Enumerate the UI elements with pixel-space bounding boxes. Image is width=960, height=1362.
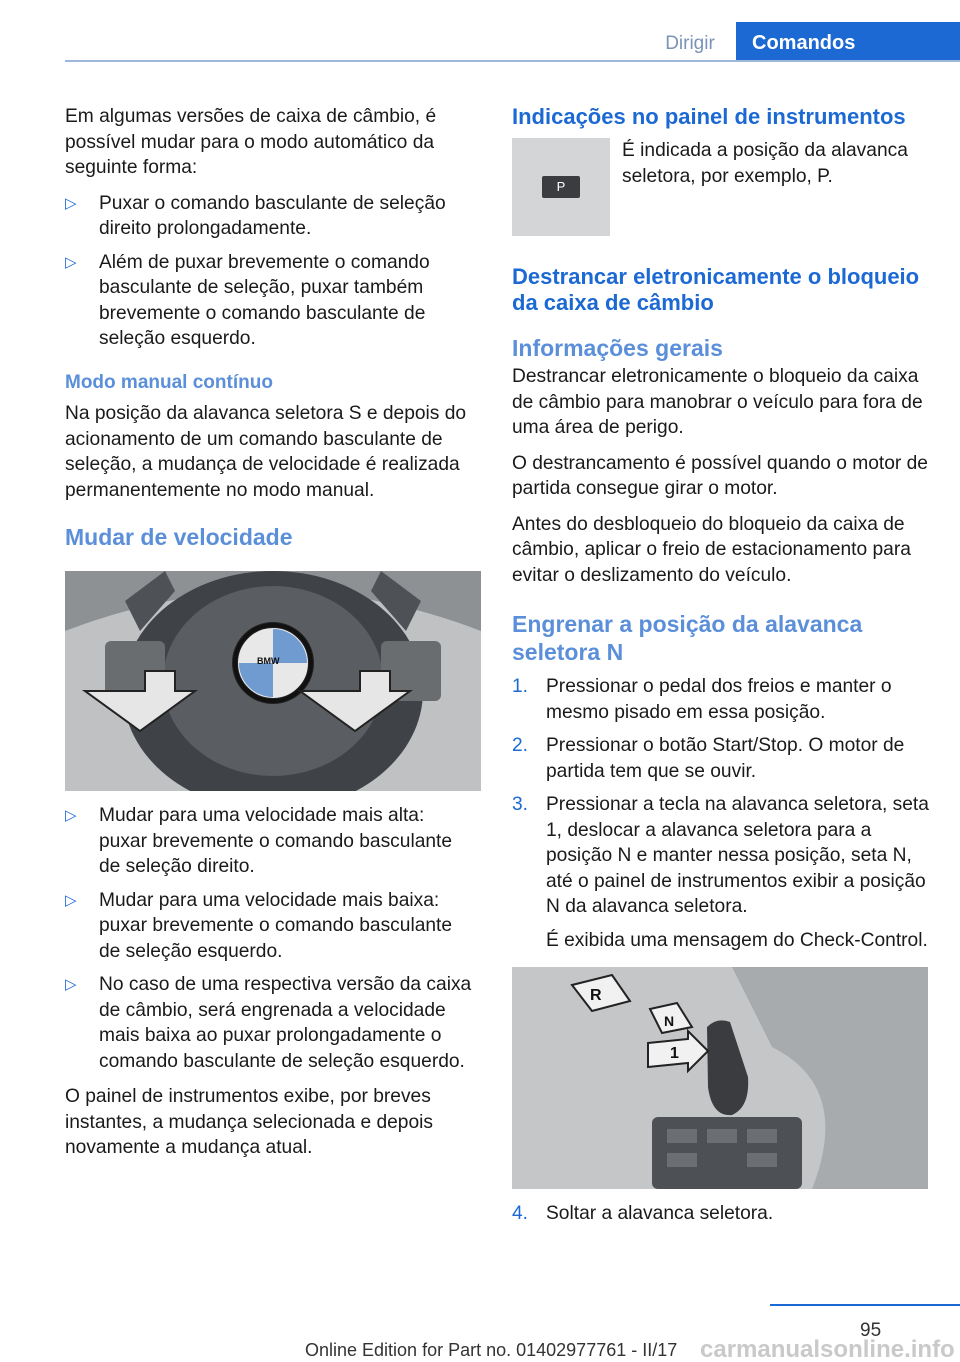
edition-footer: Online Edition for Part no. 01402977761 - II/17 [305,1340,678,1360]
steps-list [512,674,930,953]
list-item: ▷ Além de puxar brevemente o comando basculante de seleção, puxar também brevemente o comando basculante de seleção esquerdo. [65,251,430,349]
right-column [512,104,930,1235]
triangle-bullet-icon: ▷ [65,807,77,824]
general-paragraph: Antes do desbloqueio do bloqueio da caixa de câmbio, aplicar o freio de estacionamento para evitar o deslizamento do veículo. [512,513,911,586]
list-item: 2. Pressionar o botão Start/Stop. O motor de partida tem que se ouvir. [512,735,905,782]
general-paragraph: O destrancamento é possível quando o motor de partida consegue girar o motor. [512,452,928,499]
closing-paragraph: O painel de instrumentos exibe, por breves instantes, a mudança selecionada e depois novamente a mudança atual. [65,1086,434,1158]
intro-paragraph: Em algumas versões de caixa de câmbio, é possível mudar para o modo automático da seguinte forma: [65,106,437,178]
triangle-bullet-icon: ▷ [65,194,77,212]
page-number: 95 [860,1320,882,1341]
shift-heading: Mudar de velocidade [65,524,293,550]
section-label: Dirigir [665,33,715,54]
list-item: 1. Pressionar o pedal dos freios e manter o mesmo pisado em essa posição. [512,676,892,723]
bmw-logo-text: BMW [257,656,280,666]
gear-p-label: P [556,179,566,194]
manual-mode-paragraph: Na posição da alavanca seletora S e depois do acionamento de um comando basculante de seleção, a mudança de velocidade é realizada permanentemente no modo manual. [65,403,467,501]
general-paragraph: Destrancar eletronicamente o bloqueio da caixa de câmbio para manobrar o veículo para fora de uma área de perigo. [512,366,923,438]
chapter-tab: Comandos [736,22,960,62]
gear-label-1: 1 [670,1045,679,1062]
footer-rule [770,1304,960,1306]
list-item: 3. Pressionar a tecla na alavanca seletora, seta 1, deslocar a alavanca seletora para a posição N e manter nessa posição, seta N, até o painel de instrumentos exibir a posição N da alavanca seletora. É exibida uma mensagem do Check-Control. [512,792,930,953]
gear-label-r: R [590,987,602,1004]
unlock-heading: Destrancar eletronicamente o bloqueio da caixa de câmbio [512,264,920,315]
gear-display-image [512,138,610,236]
panel-text: É indicada a posição da alavanca seletora, por exemplo, P. [622,140,908,187]
steering-wheel-image [65,571,481,791]
shift-bullet-list [65,803,477,1074]
step3-note: É exibida uma mensagem do Check-Control. [546,929,928,951]
header-rule [65,60,960,62]
manual-mode-heading: Modo manual contínuo [65,371,273,393]
panel-heading: Indicações no painel de instrumentos [512,104,906,129]
triangle-bullet-icon: ▷ [65,891,77,909]
watermark: carmanualsonline.info [700,1336,955,1362]
list-item: ▷ Mudar para uma velocidade mais alta: puxar brevemente o comando basculante de seleção direito. [65,805,453,877]
list-item: ▷ Mudar para uma velocidade mais baixa: puxar brevemente o comando basculante de seleção esquerdo. [65,889,453,962]
engage-heading: Engrenar a posição da alavanca seletora N [512,611,863,665]
triangle-bullet-icon: ▷ [65,253,77,271]
steps-list-continued [512,1201,930,1227]
list-item: 4. Soltar a alavanca seletora. [512,1203,774,1224]
left-column [65,104,477,1171]
gear-label-n: N [664,1013,675,1029]
triangle-bullet-icon: ▷ [65,976,77,993]
list-item: ▷ Puxar o comando basculante de seleção direito prolongadamente. [65,192,446,239]
intro-bullet-list [65,191,477,352]
list-item: ▷ No caso de uma respectiva versão da caixa de câmbio, será engrenada a velocidade mais baixa ao puxar prolongadamente o comando basculante de seleção esquerdo. [65,974,472,1072]
general-heading: Informações gerais [512,335,723,361]
gear-selector-image [512,967,928,1189]
panel-indicator [512,138,930,236]
